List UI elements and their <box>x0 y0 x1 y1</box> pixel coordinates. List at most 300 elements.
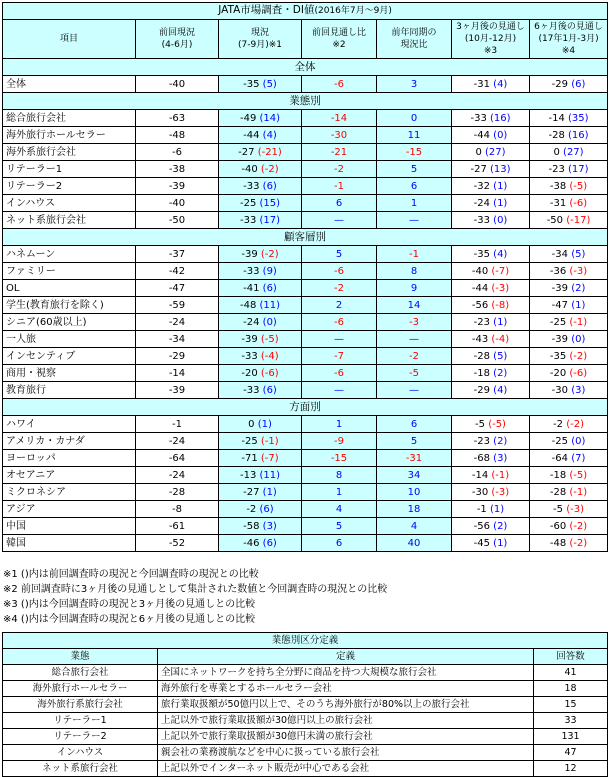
forecast-3m-delta: (-3) <box>491 486 510 498</box>
forecast-6m <box>530 518 608 535</box>
current-number: -48 <box>239 299 257 311</box>
vs-forecast: -14 <box>302 110 377 127</box>
forecast-3m <box>452 144 530 161</box>
forecast-6m-delta: (0) <box>571 333 586 345</box>
forecast-6m <box>530 467 608 484</box>
forecast-3m <box>452 314 530 331</box>
prev-value: -8 <box>136 501 219 518</box>
forecast-3m <box>452 535 530 552</box>
forecast-3m-delta: (2) <box>493 367 508 379</box>
forecast-6m <box>530 110 608 127</box>
table-row <box>3 212 608 229</box>
current-delta: (0) <box>262 316 277 328</box>
prev-value: -1 <box>136 416 219 433</box>
table-row <box>3 144 608 161</box>
definition-count: 33 <box>534 713 608 729</box>
forecast-3m <box>452 484 530 501</box>
definition-count: 12 <box>534 761 608 777</box>
table-row <box>3 76 608 93</box>
column-header: 前年同期の 現況比 <box>377 20 452 59</box>
forecast-6m-delta: (-2) <box>569 350 588 362</box>
forecast-6m <box>530 450 608 467</box>
forecast-6m <box>530 144 608 161</box>
forecast-3m-number: -32 <box>473 180 490 192</box>
row-label: 海外旅行ホールセラー <box>3 127 136 144</box>
prev-value: -34 <box>136 331 219 348</box>
forecast-3m-number: -30 <box>471 486 489 498</box>
forecast-3m <box>452 450 530 467</box>
forecast-6m-number: -38 <box>549 180 567 192</box>
current-number: -41 <box>243 282 260 294</box>
forecast-6m-number: -31 <box>549 197 567 209</box>
vs-forecast: -1 <box>302 178 377 195</box>
vs-last-year: — <box>377 212 452 229</box>
prev-value: -61 <box>136 518 219 535</box>
column-header: 6ヶ月後の見通し (17年1月-3月) ※4 <box>530 20 608 59</box>
prev-value: -29 <box>136 348 219 365</box>
section-header-row <box>3 399 608 416</box>
vs-forecast: 4 <box>302 501 377 518</box>
vs-forecast: 6 <box>302 535 377 552</box>
forecast-3m <box>452 365 530 382</box>
forecast-6m-delta: (5) <box>571 248 586 260</box>
definition-type: 海外旅行系旅行会社 <box>3 697 158 713</box>
current-delta: (14) <box>259 112 281 124</box>
vs-forecast: 2 <box>302 297 377 314</box>
forecast-6m <box>530 416 608 433</box>
definitions-column-header: 定義 <box>158 649 534 665</box>
current-number: -25 <box>239 197 257 209</box>
row-label: 総合旅行会社 <box>3 110 136 127</box>
current-delta: (6) <box>259 503 274 515</box>
current-number: -35 <box>243 78 260 90</box>
table-row <box>3 467 608 484</box>
vs-last-year: 6 <box>377 178 452 195</box>
forecast-3m-delta: (-1) <box>491 469 510 481</box>
forecast-3m-number: -43 <box>471 333 489 345</box>
forecast-3m-number: -28 <box>473 350 490 362</box>
definition-type: 総合旅行会社 <box>3 665 158 681</box>
row-label: OL <box>3 280 136 297</box>
current-delta: (4) <box>262 129 277 141</box>
forecast-6m <box>530 501 608 518</box>
row-label: インハウス <box>3 195 136 212</box>
definition-type: インハウス <box>3 745 158 761</box>
row-label: 全体 <box>3 76 136 93</box>
prev-value: -28 <box>136 484 219 501</box>
forecast-6m-delta: (-5) <box>569 469 588 481</box>
forecast-6m-delta: (1) <box>571 299 586 311</box>
forecast-3m-number: -14 <box>471 469 489 481</box>
section-title: 業態別 <box>3 93 608 110</box>
forecast-6m <box>530 297 608 314</box>
forecast-3m <box>452 195 530 212</box>
forecast-3m-number: -31 <box>473 78 490 90</box>
forecast-6m-number: -23 <box>548 163 565 175</box>
vs-forecast: -2 <box>302 280 377 297</box>
forecast-6m <box>530 127 608 144</box>
table-row <box>3 110 608 127</box>
row-label: ハネムーン <box>3 246 136 263</box>
forecast-3m-delta: (2) <box>493 520 508 532</box>
forecast-6m-delta: (16) <box>568 129 589 141</box>
current-number: -33 <box>241 350 258 362</box>
forecast-6m <box>530 433 608 450</box>
forecast-6m-delta: (6) <box>571 78 586 90</box>
forecast-3m-number: -23 <box>473 316 490 328</box>
table-row <box>3 348 608 365</box>
forecast-6m-number: -14 <box>548 112 565 124</box>
table-row <box>3 127 608 144</box>
definition-row <box>3 665 608 681</box>
current-number: -25 <box>241 435 258 447</box>
vs-last-year: 4 <box>377 518 452 535</box>
current-value <box>219 467 302 484</box>
vs-last-year: 14 <box>377 297 452 314</box>
row-label: ファミリー <box>3 263 136 280</box>
forecast-3m-delta: (1) <box>490 503 505 515</box>
current-number: -39 <box>241 333 258 345</box>
forecast-3m <box>452 263 530 280</box>
forecast-6m-number: -28 <box>548 129 565 141</box>
current-value <box>219 297 302 314</box>
forecast-6m-delta: (-1) <box>569 486 588 498</box>
vs-forecast: -6 <box>302 76 377 93</box>
forecast-3m-delta: (0) <box>493 129 508 141</box>
vs-forecast: 8 <box>302 467 377 484</box>
prev-value: -50 <box>136 212 219 229</box>
forecast-3m-number: -35 <box>473 248 490 260</box>
vs-forecast: 6 <box>302 195 377 212</box>
vs-last-year: 8 <box>377 263 452 280</box>
vs-forecast: — <box>302 212 377 229</box>
vs-forecast: -6 <box>302 365 377 382</box>
row-label: インセンティブ <box>3 348 136 365</box>
vs-last-year: 6 <box>377 416 452 433</box>
forecast-6m-number: -48 <box>549 537 567 549</box>
prev-value: -24 <box>136 314 219 331</box>
current-delta: (1) <box>262 486 277 498</box>
footnote: ※1 ()内は前回調査時の現況と今回調査時の現況との比較 <box>3 569 259 580</box>
definition-count: 41 <box>534 665 608 681</box>
current-number: -33 <box>243 265 260 277</box>
row-label: ヨーロッパ <box>3 450 136 467</box>
row-label: 韓国 <box>3 535 136 552</box>
forecast-6m-number: -60 <box>549 520 567 532</box>
footnote: ※3 ()内は今回調査時の現況と3ヶ月後の見通しとの比較 <box>3 599 256 610</box>
forecast-6m-delta: (-1) <box>569 316 588 328</box>
vs-forecast: 5 <box>302 246 377 263</box>
current-value <box>219 314 302 331</box>
section-title: 全体 <box>3 59 608 76</box>
forecast-3m-delta: (16) <box>490 112 511 124</box>
section-header-row <box>3 93 608 110</box>
current-number: -44 <box>243 129 260 141</box>
vs-last-year: 3 <box>377 76 452 93</box>
vs-last-year: 34 <box>377 467 452 484</box>
forecast-3m <box>452 467 530 484</box>
row-label: オセアニア <box>3 467 136 484</box>
forecast-6m <box>530 76 608 93</box>
vs-forecast: -30 <box>302 127 377 144</box>
forecast-3m-delta: (0) <box>493 214 508 226</box>
vs-last-year: 11 <box>377 127 452 144</box>
current-delta: (1) <box>257 418 272 430</box>
forecast-6m-delta: (3) <box>571 384 586 396</box>
forecast-3m-delta: (1) <box>493 180 508 192</box>
forecast-6m-delta: (7) <box>571 452 586 464</box>
current-delta: (-2) <box>260 248 279 260</box>
vs-forecast: — <box>302 331 377 348</box>
current-value <box>219 110 302 127</box>
row-label: 一人旅 <box>3 331 136 348</box>
forecast-6m <box>530 246 608 263</box>
current-delta: (-21) <box>257 146 282 158</box>
current-delta: (-7) <box>260 452 279 464</box>
forecast-6m-delta: (0) <box>571 435 586 447</box>
forecast-6m-delta: (-3) <box>566 503 584 515</box>
forecast-3m-number: -56 <box>473 520 490 532</box>
vs-last-year: 40 <box>377 535 452 552</box>
forecast-6m-delta: (-6) <box>569 197 588 209</box>
vs-last-year: — <box>377 382 452 399</box>
table-row <box>3 382 608 399</box>
vs-forecast: -15 <box>302 450 377 467</box>
current-value <box>219 263 302 280</box>
current-number: -27 <box>238 146 255 158</box>
row-label: 海外系旅行会社 <box>3 144 136 161</box>
current-value <box>219 484 302 501</box>
current-delta: (6) <box>262 384 277 396</box>
vs-last-year: -31 <box>377 450 452 467</box>
vs-last-year: 5 <box>377 433 452 450</box>
row-label: ハワイ <box>3 416 136 433</box>
forecast-3m-number: -29 <box>473 384 490 396</box>
forecast-6m-number: -29 <box>551 78 569 90</box>
forecast-3m-number: -33 <box>470 112 487 124</box>
table-row <box>3 535 608 552</box>
definition-text: 海外旅行を専業とするホールセラー会社 <box>158 681 534 697</box>
current-delta: (6) <box>262 282 277 294</box>
definition-row <box>3 761 608 777</box>
row-label: リテーラー1 <box>3 161 136 178</box>
forecast-3m-delta: (4) <box>493 78 508 90</box>
prev-value: -39 <box>136 178 219 195</box>
row-label: 商用・視察 <box>3 365 136 382</box>
forecast-6m-number: -5 <box>553 503 564 515</box>
forecast-6m <box>530 280 608 297</box>
forecast-6m-number: -39 <box>551 333 569 345</box>
forecast-3m-delta: (-8) <box>491 299 510 311</box>
forecast-6m-number: -25 <box>551 435 569 447</box>
vs-last-year: -2 <box>377 348 452 365</box>
forecast-6m <box>530 365 608 382</box>
current-value <box>219 195 302 212</box>
forecast-3m-delta: (-5) <box>488 418 506 430</box>
current-value <box>219 348 302 365</box>
table-row <box>3 263 608 280</box>
prev-value: -40 <box>136 195 219 212</box>
definition-row <box>3 697 608 713</box>
current-value <box>219 518 302 535</box>
current-value <box>219 127 302 144</box>
current-delta: (-1) <box>260 435 279 447</box>
current-number: 0 <box>248 418 255 430</box>
current-number: -33 <box>239 214 257 226</box>
current-value <box>219 76 302 93</box>
current-value <box>219 382 302 399</box>
definition-row <box>3 729 608 745</box>
forecast-6m <box>530 535 608 552</box>
forecast-6m-delta: (17) <box>568 163 589 175</box>
definition-text: 親会社の業務渡航などを中心に扱っている旅行会社 <box>158 745 534 761</box>
di-table <box>2 2 608 552</box>
forecast-3m <box>452 212 530 229</box>
forecast-3m-delta: (1) <box>493 197 508 209</box>
forecast-3m-delta: (4) <box>493 384 508 396</box>
forecast-3m-number: -33 <box>473 214 490 226</box>
current-value <box>219 331 302 348</box>
forecast-6m-number: -47 <box>551 299 569 311</box>
current-delta: (9) <box>262 265 277 277</box>
forecast-6m <box>530 178 608 195</box>
current-delta: (3) <box>262 520 277 532</box>
table-row <box>3 433 608 450</box>
forecast-3m-number: -5 <box>475 418 485 430</box>
definition-row <box>3 713 608 729</box>
forecast-6m-number: -34 <box>551 248 569 260</box>
forecast-3m-delta: (-3) <box>491 282 510 294</box>
prev-value: -59 <box>136 297 219 314</box>
table-row <box>3 178 608 195</box>
forecast-6m-delta: (-3) <box>569 265 588 277</box>
current-number: -71 <box>241 452 258 464</box>
section-header-row <box>3 59 608 76</box>
table-row <box>3 297 608 314</box>
prev-value: -40 <box>136 76 219 93</box>
current-number: -49 <box>239 112 257 124</box>
row-label: リテーラー2 <box>3 178 136 195</box>
table-row <box>3 314 608 331</box>
forecast-3m-number: -27 <box>470 163 487 175</box>
prev-value: -39 <box>136 382 219 399</box>
prev-value: -47 <box>136 280 219 297</box>
vs-forecast: 5 <box>302 518 377 535</box>
definition-text: 全国にネットワークを持ち全分野に商品を持つ大規模な旅行会社 <box>158 665 534 681</box>
column-header: 現況 (7-9月)※1 <box>219 20 302 59</box>
vs-forecast: -6 <box>302 263 377 280</box>
vs-last-year: 1 <box>377 195 452 212</box>
forecast-3m-delta: (-7) <box>491 265 510 277</box>
current-number: -33 <box>243 180 260 192</box>
row-label: 中国 <box>3 518 136 535</box>
forecast-6m <box>530 263 608 280</box>
forecast-3m-number: -56 <box>471 299 489 311</box>
forecast-3m <box>452 127 530 144</box>
definition-count: 47 <box>534 745 608 761</box>
definition-type: リテーラー2 <box>3 729 158 745</box>
current-value <box>219 365 302 382</box>
vs-forecast: — <box>302 382 377 399</box>
forecast-6m <box>530 382 608 399</box>
definition-count: 15 <box>534 697 608 713</box>
forecast-3m-delta: (1) <box>493 316 508 328</box>
table-row <box>3 246 608 263</box>
definition-count: 131 <box>534 729 608 745</box>
prev-value: -24 <box>136 433 219 450</box>
section-title: 顧客層別 <box>3 229 608 246</box>
vs-last-year: 0 <box>377 110 452 127</box>
forecast-6m <box>530 212 608 229</box>
table-row <box>3 416 608 433</box>
forecast-3m <box>452 382 530 399</box>
forecast-6m-delta: (35) <box>568 112 589 124</box>
footnotes <box>3 567 387 627</box>
forecast-6m-number: -28 <box>549 486 567 498</box>
forecast-6m-number: -36 <box>549 265 567 277</box>
current-number: -40 <box>241 163 258 175</box>
current-delta: (-2) <box>260 163 279 175</box>
table-row <box>3 161 608 178</box>
definition-type: 海外旅行ホールセラー <box>3 681 158 697</box>
section-title: 方面別 <box>3 399 608 416</box>
forecast-6m-delta: (27) <box>563 146 584 158</box>
forecast-6m-number: -20 <box>549 367 567 379</box>
current-value <box>219 433 302 450</box>
forecast-6m-number: -64 <box>551 452 569 464</box>
forecast-3m-delta: (27) <box>485 146 506 158</box>
forecast-6m-number: 0 <box>553 146 560 158</box>
forecast-6m-delta: (-2) <box>569 520 588 532</box>
forecast-3m <box>452 416 530 433</box>
section-header-row <box>3 229 608 246</box>
forecast-6m-delta: (-5) <box>569 180 588 192</box>
forecast-3m-number: -18 <box>473 367 490 379</box>
forecast-6m-number: -25 <box>549 316 567 328</box>
forecast-6m-delta: (-2) <box>566 418 584 430</box>
table-row <box>3 280 608 297</box>
forecast-6m <box>530 195 608 212</box>
vs-last-year: 9 <box>377 280 452 297</box>
forecast-3m-number: -1 <box>476 503 487 515</box>
column-header: 3ヶ月後の見通し (10月-12月) ※3 <box>452 20 530 59</box>
vs-last-year: -5 <box>377 365 452 382</box>
current-value <box>219 178 302 195</box>
definitions-title: 業態別区分定義 <box>3 633 608 649</box>
prev-value: -52 <box>136 535 219 552</box>
forecast-6m-number: -39 <box>551 282 569 294</box>
current-delta: (17) <box>259 214 281 226</box>
vs-last-year: 10 <box>377 484 452 501</box>
current-delta: (6) <box>262 537 277 549</box>
forecast-3m <box>452 433 530 450</box>
current-number: -2 <box>246 503 257 515</box>
current-number: -20 <box>241 367 258 379</box>
row-label: ミクロネシア <box>3 484 136 501</box>
current-delta: (5) <box>262 78 277 90</box>
forecast-3m-number: -40 <box>471 265 489 277</box>
definition-type: リテーラー1 <box>3 713 158 729</box>
forecast-6m <box>530 484 608 501</box>
column-header: 前回見通し比 ※2 <box>302 20 377 59</box>
forecast-3m <box>452 518 530 535</box>
current-value <box>219 416 302 433</box>
forecast-3m-delta: (4) <box>493 248 508 260</box>
current-delta: (11) <box>259 299 281 311</box>
forecast-3m <box>452 161 530 178</box>
forecast-3m <box>452 246 530 263</box>
forecast-3m-number: -68 <box>473 452 490 464</box>
